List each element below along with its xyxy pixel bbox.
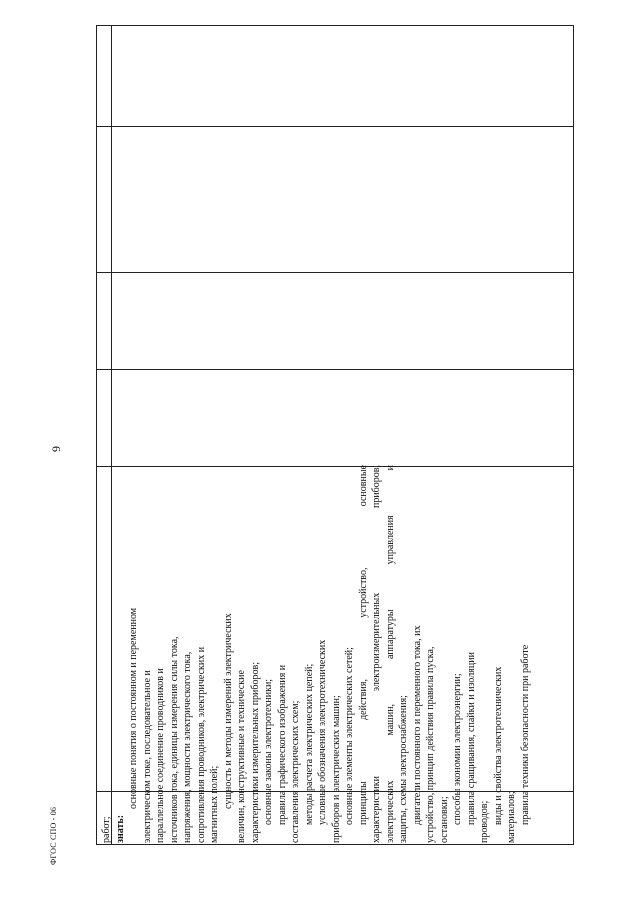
text-line: проводов; — [479, 800, 490, 843]
text-line: напряжения, мощности электрического тока, — [182, 651, 193, 843]
text-line: знать: — [114, 814, 126, 843]
text-line: остановки; — [438, 796, 450, 843]
text-line: параллельное соединение проводников и — [155, 668, 166, 843]
text-line: основные законы электротехники; — [263, 678, 274, 825]
table-row-divider — [97, 369, 573, 370]
text-line: способы экономии электроэнергии; — [452, 673, 463, 825]
text-line: характеристики электроизмерительных приборов, — [371, 465, 382, 843]
document-footer: ФГОС СПО - 06 — [49, 806, 58, 865]
text-line: магнитных полей; — [209, 765, 220, 843]
text-line: виды и свойства электротехнических — [492, 666, 504, 825]
text-line: основные понятия о постоянном и переменном — [128, 607, 139, 809]
text-line: правила графического изображения и — [276, 664, 288, 825]
text-line: правила техники безопасности при работе — [519, 644, 531, 825]
text-line: сопротивления проводников, электрических и — [195, 646, 207, 843]
text-line: работ; — [101, 816, 112, 843]
text-line: защиты, схемы электроснабжения; — [398, 695, 409, 843]
text-line: правила сращивания, спайки и изоляции — [465, 652, 477, 825]
text-line: материалов; — [506, 791, 517, 843]
text-line: условные обозначения электротехнических — [317, 639, 328, 825]
page-number: 9 — [49, 446, 63, 452]
text-line: сущность и методы измерений электрических — [222, 613, 234, 809]
text-line: принципы действия, устройство, основные — [357, 465, 369, 825]
text-line: приборов и электрических машин; — [330, 695, 342, 843]
table-row-divider — [97, 126, 573, 127]
table-row-divider — [97, 272, 573, 273]
text-line: электрических машин, аппаратуры управления и — [384, 465, 396, 843]
text-line: составления электрических схем; — [290, 700, 301, 843]
text-line: методы расчета электрических цепей; — [303, 663, 315, 825]
text-line: величин, конструктивные и технические — [236, 670, 247, 843]
text-line: характеристики измерительных приборов; — [249, 661, 261, 843]
text-line: двигатели постоянного и переменного тока, их — [411, 625, 423, 825]
knowledge-requirements-text — [100, 465, 531, 843]
text-line: устройство, принцип действия правила пуска, — [425, 646, 436, 843]
text-line: основные элементы электрических сетей; — [344, 647, 355, 825]
text-line: источников тока, единицы измерения силы тока, — [168, 636, 180, 843]
text-line: электрическом токе, последовательное и — [141, 670, 153, 843]
